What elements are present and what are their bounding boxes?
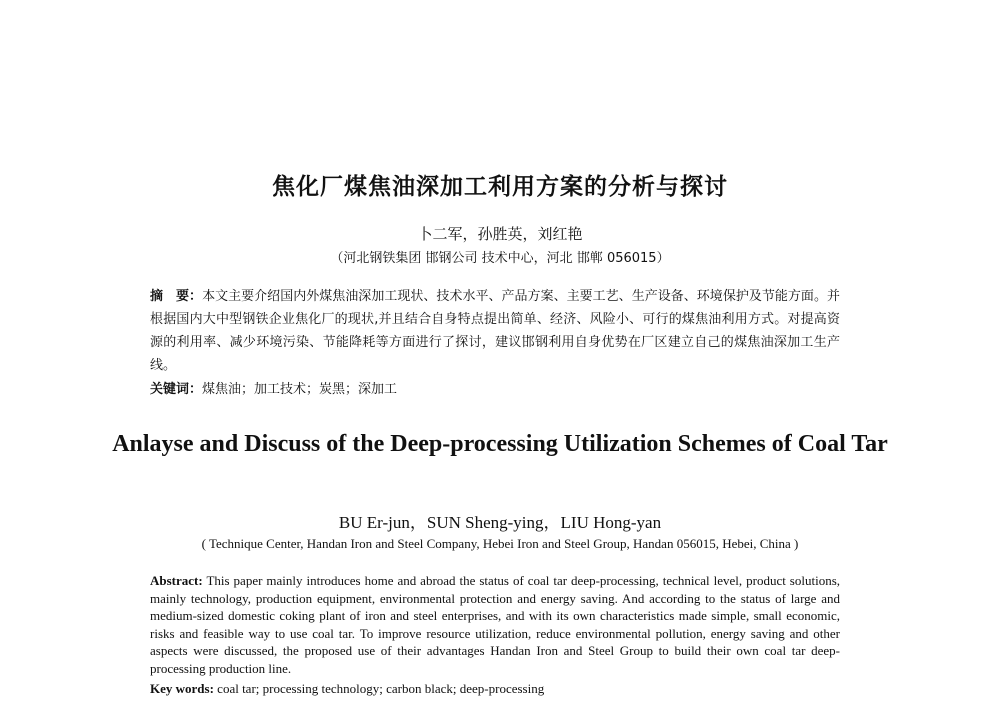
chinese-abstract-text: 本文主要介绍国内外煤焦油深加工现状、技术水平、产品方案、主要工艺、生产设备、环境保护及节能方面。并根据国内大中型钢铁企业焦化厂的现状,并且结合自身特点提出简单、经济、风险小、可行的煤焦油利用方式。对提高资源的利用率、减少环境污染、节能降耗等方面进行了探讨，建议邯钢利用自身优势在厂区建立自己的煤焦油深加工生产线。 <box>150 289 840 373</box>
english-abstract-label: Abstract: <box>150 573 203 588</box>
english-abstract <box>150 572 840 678</box>
chinese-authors: 卜二军，孙胜英，刘红艳 <box>417 225 583 243</box>
chinese-abstract <box>150 285 840 377</box>
chinese-keywords-text: 煤焦油；加工技术；炭黑；深加工 <box>202 382 398 397</box>
chinese-affiliation: （河北钢铁集团 邯钢公司 技术中心，河北 邯郸 056015） <box>330 251 670 266</box>
chinese-title: 焦化厂煤焦油深加工利用方案的分析与探讨 <box>272 174 728 200</box>
english-title: Anlayse and Discuss of the Deep-processing Utilization Schemes of Coal Tar <box>112 431 888 457</box>
english-keywords <box>150 680 840 698</box>
english-keywords-label: Key words: <box>150 681 214 696</box>
english-authors: BU Er-jun，SUN Sheng-ying，LIU Hong-yan <box>338 513 662 532</box>
chinese-abstract-label: 摘 要： <box>150 289 203 304</box>
chinese-keywords <box>150 378 840 401</box>
english-affiliation: ( Technique Center, Handan Iron and Steel Company, Hebei Iron and Steel Group, Handan 056015, Hebei, China ) <box>201 536 799 551</box>
chinese-keywords-label: 关键词： <box>150 382 203 397</box>
english-keywords-text: coal tar; processing technology; carbon black; deep-processing <box>217 681 545 696</box>
english-abstract-text: This paper mainly introduces home and abroad the status of coal tar deep-processing, technical level, product solutions, mainly technology, production equipment, environmental protection and energy saving. And according to the status of large and medium-sized domestic coking plant of iron and steel enterprises, and with its own characteristics made simple, small economic, risks and feasible way to use coal tar. To improve resource utilization, reduce environmental pollution, energy saving and other aspects were discussed, the proposed use of their advantages Handan Iron and Steel Group to build their own coal tar deep-processing production line. <box>150 573 841 676</box>
